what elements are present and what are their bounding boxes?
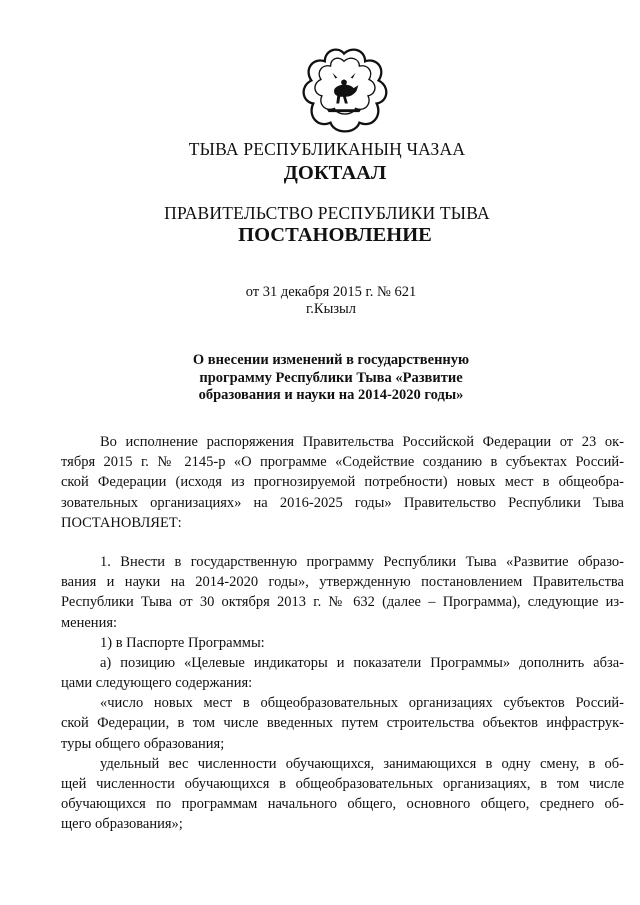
text-line: туры общего образования;: [61, 735, 225, 752]
text-line: щей численности обучающихся в общеобразовательных организациях, в том числе: [61, 776, 624, 792]
russian-document-type: ПОСТАНОВЛЕНИЕ: [238, 224, 432, 246]
paragraph-quote-2: [61, 754, 624, 835]
tuva-government-title: ТЫВА РЕСПУБЛИКАНЫҢ ЧАЗАА: [188, 139, 466, 159]
text-line: вания и науки на 2014-2020 годы», утвержденную постановлением Правительства: [61, 574, 624, 591]
coat-of-arms-emblem-icon: [296, 44, 392, 140]
russian-government-title: ПРАВИТЕЛЬСТВО РЕСПУБЛИКИ ТЫВА: [164, 203, 490, 223]
text-line: зовательных организациях» на 2016-2025 годы» Правительство Республики Тыва: [61, 494, 624, 511]
text-line: 1) в Паспорте Программы:: [100, 634, 265, 651]
text-line: а) позицию «Целевые индикаторы и показатели Программы» дополнить абза-: [100, 654, 624, 671]
text-line: Во исполнение распоряжения Правительства Российской Федерации от 23 ок-: [100, 434, 624, 450]
tuva-document-type: ДОКТААЛ: [283, 162, 387, 184]
document-body: [61, 432, 624, 835]
text-line: ПОСТАНОВЛЯЕТ:: [61, 514, 182, 531]
text-line: удельный вес численности обучающихся, занимающихся в одну смену, в об-: [100, 755, 624, 772]
text-line: 1. Внести в государственную программу Республики Тыва «Развитие образо-: [100, 553, 624, 570]
text-line: ской Федерации, в том числе введенных путем строительства объектов инфраструк-: [61, 715, 624, 732]
paragraph-preamble: [61, 432, 624, 533]
paragraph-item-a: [61, 653, 624, 693]
text-line: ской Федерации (исходя из прогнозируемой потребности) новых мест в общеобра-: [61, 474, 624, 491]
text-line: тября 2015 г. № 2145-р «О программе «Содействие созданию в субъектах Россий-: [61, 454, 624, 471]
document-subject: [0, 352, 640, 405]
paragraph-item-1: [61, 552, 624, 633]
text-line: щего образования»;: [61, 816, 183, 833]
subject-line: образования и науки на 2014-2020 годы»: [198, 387, 464, 403]
document-city: г.Кызыл: [305, 301, 357, 317]
paragraph-quote-1: [61, 693, 624, 754]
text-line: «число новых мест в общеобразовательных организациях субъектов Россий-: [100, 695, 624, 712]
subject-line: программу Республики Тыва «Развитие: [199, 369, 463, 386]
document-date-number: от 31 декабря 2015 г. № 621: [245, 284, 417, 300]
subject-line: О внесении изменений в государственную: [192, 352, 470, 368]
text-line: цами следующего содержания:: [61, 675, 253, 692]
text-line: Республики Тыва от 30 октября 2013 г. № 632 (далее – Программа), следующие из-: [61, 594, 624, 611]
text-line: обучающихся по программам начального общего, основного общего, среднего об-: [61, 796, 624, 813]
paragraph-passport: [100, 633, 624, 653]
text-line: менения:: [61, 614, 118, 631]
